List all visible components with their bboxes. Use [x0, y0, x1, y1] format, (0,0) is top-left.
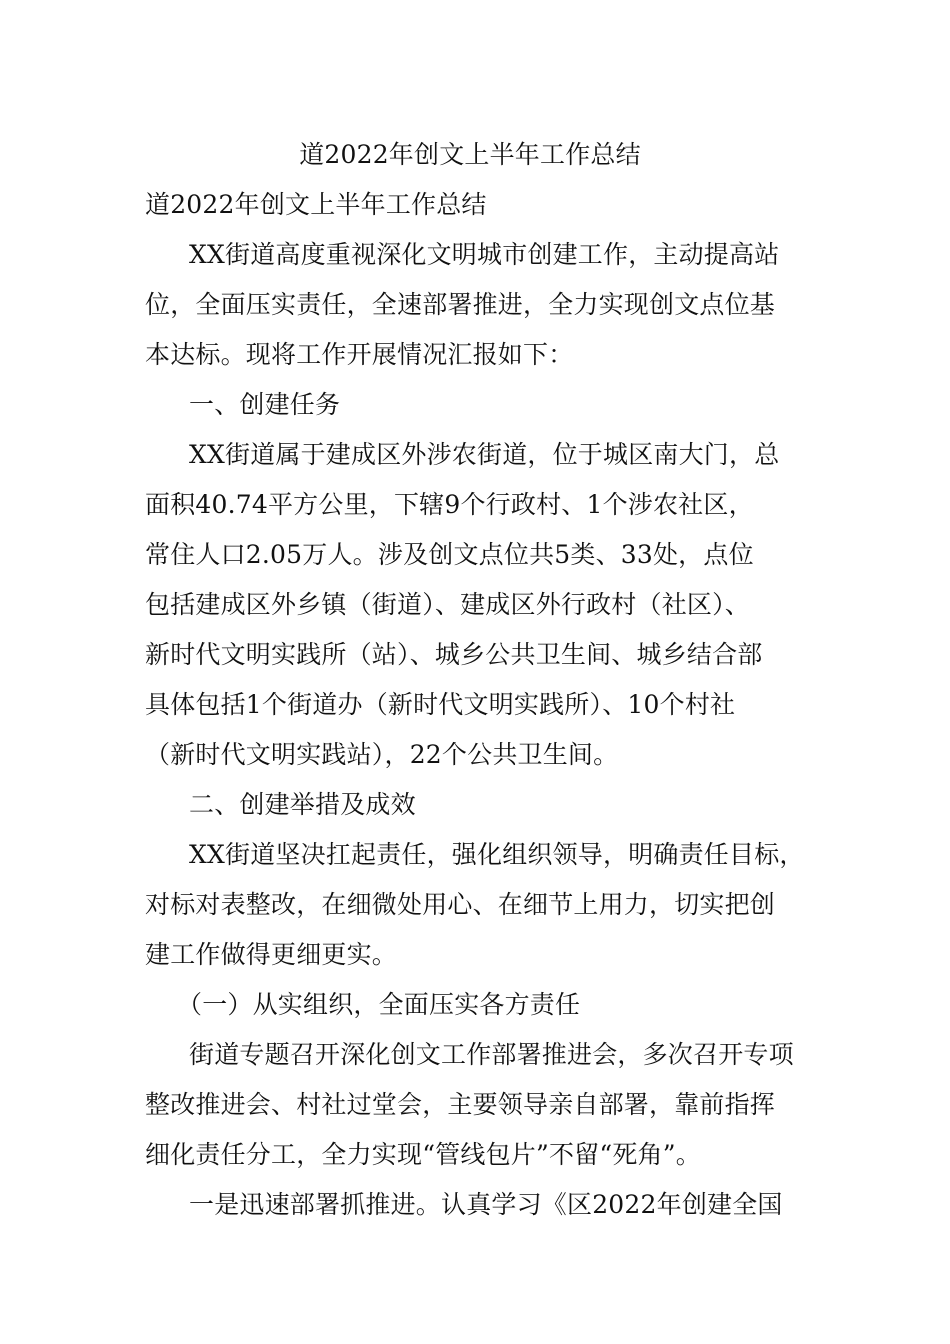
paragraph-line: 建工作做得更细更实。	[145, 940, 398, 969]
document-subtitle: 道2022年创文上半年工作总结	[145, 190, 487, 219]
section-heading: 一、创建任务	[189, 390, 341, 419]
paragraph-line: XX街道坚决扛起责任，强化组织领导，明确责任目标，	[189, 840, 805, 869]
subsection-heading: （一）从实组织，全面压实各方责任	[177, 990, 581, 1019]
paragraph-line: 常住人口2.05万人。涉及创文点位共5类、33处，点位	[145, 540, 754, 569]
paragraph-line: 本达标。现将工作开展情况汇报如下：	[145, 340, 574, 369]
paragraph-line: 面积40.74平方公里，下辖9个行政村、1个涉农社区，	[145, 490, 754, 519]
paragraph-line: XX街道高度重视深化文明城市创建工作，主动提高站	[189, 240, 780, 269]
paragraph-line: XX街道属于建成区外涉农街道，位于城区南大门，总	[189, 440, 780, 469]
section-heading: 二、创建举措及成效	[189, 790, 416, 819]
paragraph-line: 包括建成区外乡镇（街道）、建成区外行政村（社区）、	[145, 590, 751, 619]
paragraph-line: 细化责任分工，全力实现“管线包片”不留“死角”。	[145, 1140, 701, 1169]
paragraph-line: 街道专题召开深化创文工作部署推进会，多次召开专项	[189, 1040, 794, 1069]
paragraph-line: 位，全面压实责任，全速部署推进，全力实现创文点位基	[145, 290, 776, 319]
document-title: 道2022年创文上半年工作总结	[299, 140, 641, 169]
paragraph-line: 新时代文明实践所（站）、城乡公共卫生间、城乡结合部	[145, 640, 763, 669]
document-body	[145, 130, 825, 1230]
paragraph-line: （新时代文明实践站），22个公共卫生间。	[145, 740, 619, 769]
paragraph-line: 整改推进会、村社过堂会，主要领导亲自部署，靠前指挥	[145, 1090, 776, 1119]
paragraph-line: 一是迅速部署抓推进。认真学习《区2022年创建全国	[189, 1190, 783, 1219]
paragraph-line: 对标对表整改，在细微处用心、在细节上用力，切实把创	[145, 890, 776, 919]
paragraph-line: 具体包括1个街道办（新时代文明实践所）、10个村社	[145, 690, 736, 719]
